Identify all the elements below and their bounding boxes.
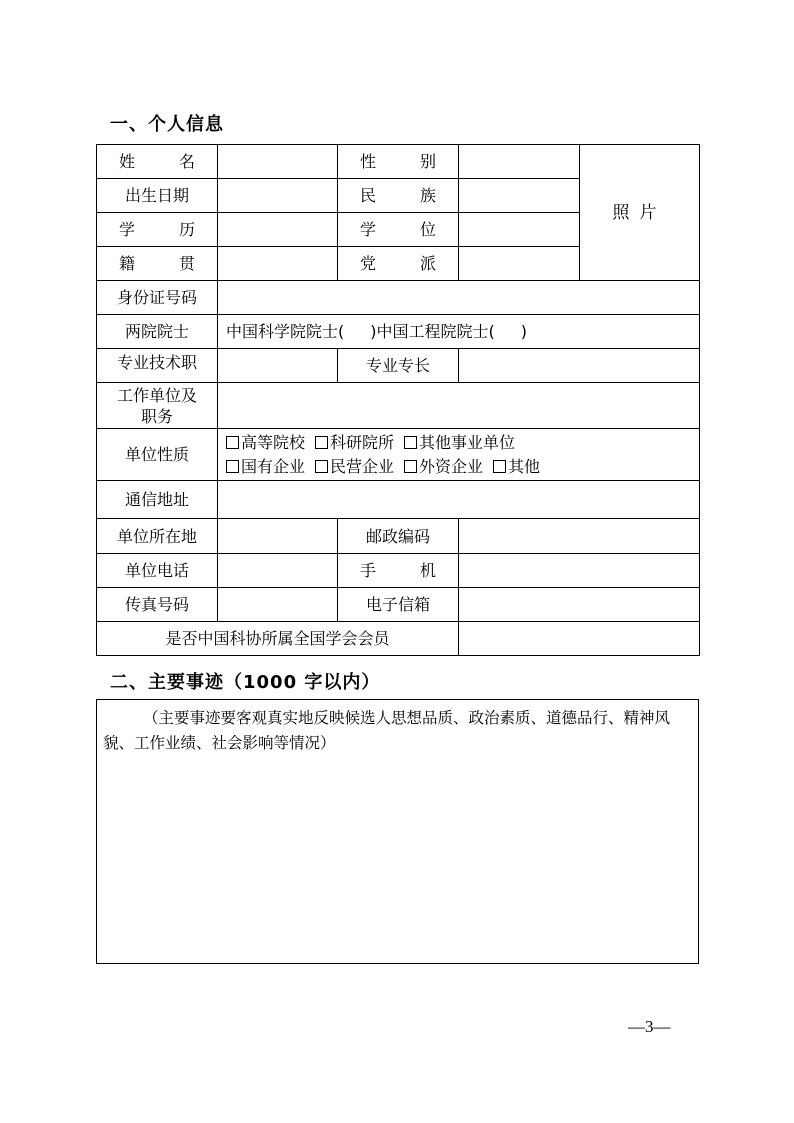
mobile-label: 手 机 <box>338 554 459 588</box>
id-number-field[interactable] <box>218 281 700 315</box>
personal-info-table <box>96 144 700 656</box>
photo-label: 照片 <box>612 202 667 223</box>
unit-phone-label: 单位电话 <box>97 554 218 588</box>
checkbox-option[interactable]: 国有企业 <box>226 455 305 479</box>
checkbox-option[interactable]: 其他事业单位 <box>404 431 515 455</box>
birth-date-label: 出生日期 <box>97 179 218 213</box>
section-title-main-deeds: 二、主要事迹（1000 字以内） <box>110 672 381 693</box>
ethnicity-field[interactable] <box>459 179 580 213</box>
professional-title-field[interactable] <box>218 349 338 383</box>
id-number-label: 身份证号码 <box>97 281 218 315</box>
checkbox-icon <box>315 436 328 449</box>
main-deeds-note: （主要事迹要客观真实地反映候选人思想品质、政治素质、道德品行、精神风貌、工作业绩、社会影响等情况） <box>103 709 671 752</box>
fax-field[interactable] <box>218 588 338 622</box>
degree-label: 学 位 <box>338 213 459 247</box>
work-unit-label: 工作单位及 职务 <box>97 383 218 429</box>
education-field[interactable] <box>218 213 338 247</box>
name-field[interactable] <box>218 145 338 179</box>
birth-date-field[interactable] <box>218 179 338 213</box>
specialty-label: 专业专长 <box>338 349 459 383</box>
mobile-field[interactable] <box>459 554 700 588</box>
academician-field[interactable]: 中国科学院院士( )中国工程院院士( ) <box>218 315 700 349</box>
unit-phone-field[interactable] <box>218 554 338 588</box>
unit-nature-options <box>218 429 700 481</box>
gender-label: 性 别 <box>338 145 459 179</box>
education-label: 学 历 <box>97 213 218 247</box>
work-unit-field[interactable] <box>218 383 700 429</box>
checkbox-icon <box>226 460 239 473</box>
checkbox-option[interactable]: 高等院校 <box>226 431 305 455</box>
ethnicity-label: 民 族 <box>338 179 459 213</box>
email-label: 电子信箱 <box>338 588 459 622</box>
degree-field[interactable] <box>459 213 580 247</box>
fax-label: 传真号码 <box>97 588 218 622</box>
cast-member-label: 是否中国科协所属全国学会会员 <box>97 622 459 656</box>
address-field[interactable] <box>218 481 700 519</box>
address-label: 通信地址 <box>97 481 218 519</box>
party-field[interactable] <box>459 247 580 281</box>
email-field[interactable] <box>459 588 700 622</box>
cast-member-field[interactable] <box>459 622 700 656</box>
checkbox-option[interactable]: 其他 <box>493 455 540 479</box>
academician-label: 两院院士 <box>97 315 218 349</box>
checkbox-icon <box>404 460 417 473</box>
unit-nature-label: 单位性质 <box>97 429 218 481</box>
checkbox-option[interactable]: 外资企业 <box>404 455 483 479</box>
checkbox-option[interactable]: 科研院所 <box>315 431 394 455</box>
postcode-field[interactable] <box>459 519 700 554</box>
checkbox-icon <box>493 460 506 473</box>
postcode-label: 邮政编码 <box>338 519 459 554</box>
main-deeds-box[interactable] <box>96 699 699 964</box>
cae-academician-text: 中国工程院院士 <box>376 322 489 341</box>
photo-placeholder[interactable] <box>580 145 700 281</box>
section-title-personal-info: 一、个人信息 <box>110 114 224 135</box>
checkbox-icon <box>404 436 417 449</box>
native-place-field[interactable] <box>218 247 338 281</box>
name-label: 姓 名 <box>97 145 218 179</box>
page-number: —3— <box>628 1017 671 1036</box>
checkbox-icon <box>315 460 328 473</box>
party-label: 党 派 <box>338 247 459 281</box>
unit-location-label: 单位所在地 <box>97 519 218 554</box>
checkbox-icon <box>226 436 239 449</box>
gender-field[interactable] <box>459 145 580 179</box>
checkbox-option[interactable]: 民营企业 <box>315 455 394 479</box>
native-place-label: 籍 贯 <box>97 247 218 281</box>
unit-location-field[interactable] <box>218 519 338 554</box>
cas-academician-text: 中国科学院院士 <box>226 322 339 341</box>
specialty-field[interactable] <box>459 349 700 383</box>
professional-title-label: 专业技术职 <box>97 349 218 383</box>
